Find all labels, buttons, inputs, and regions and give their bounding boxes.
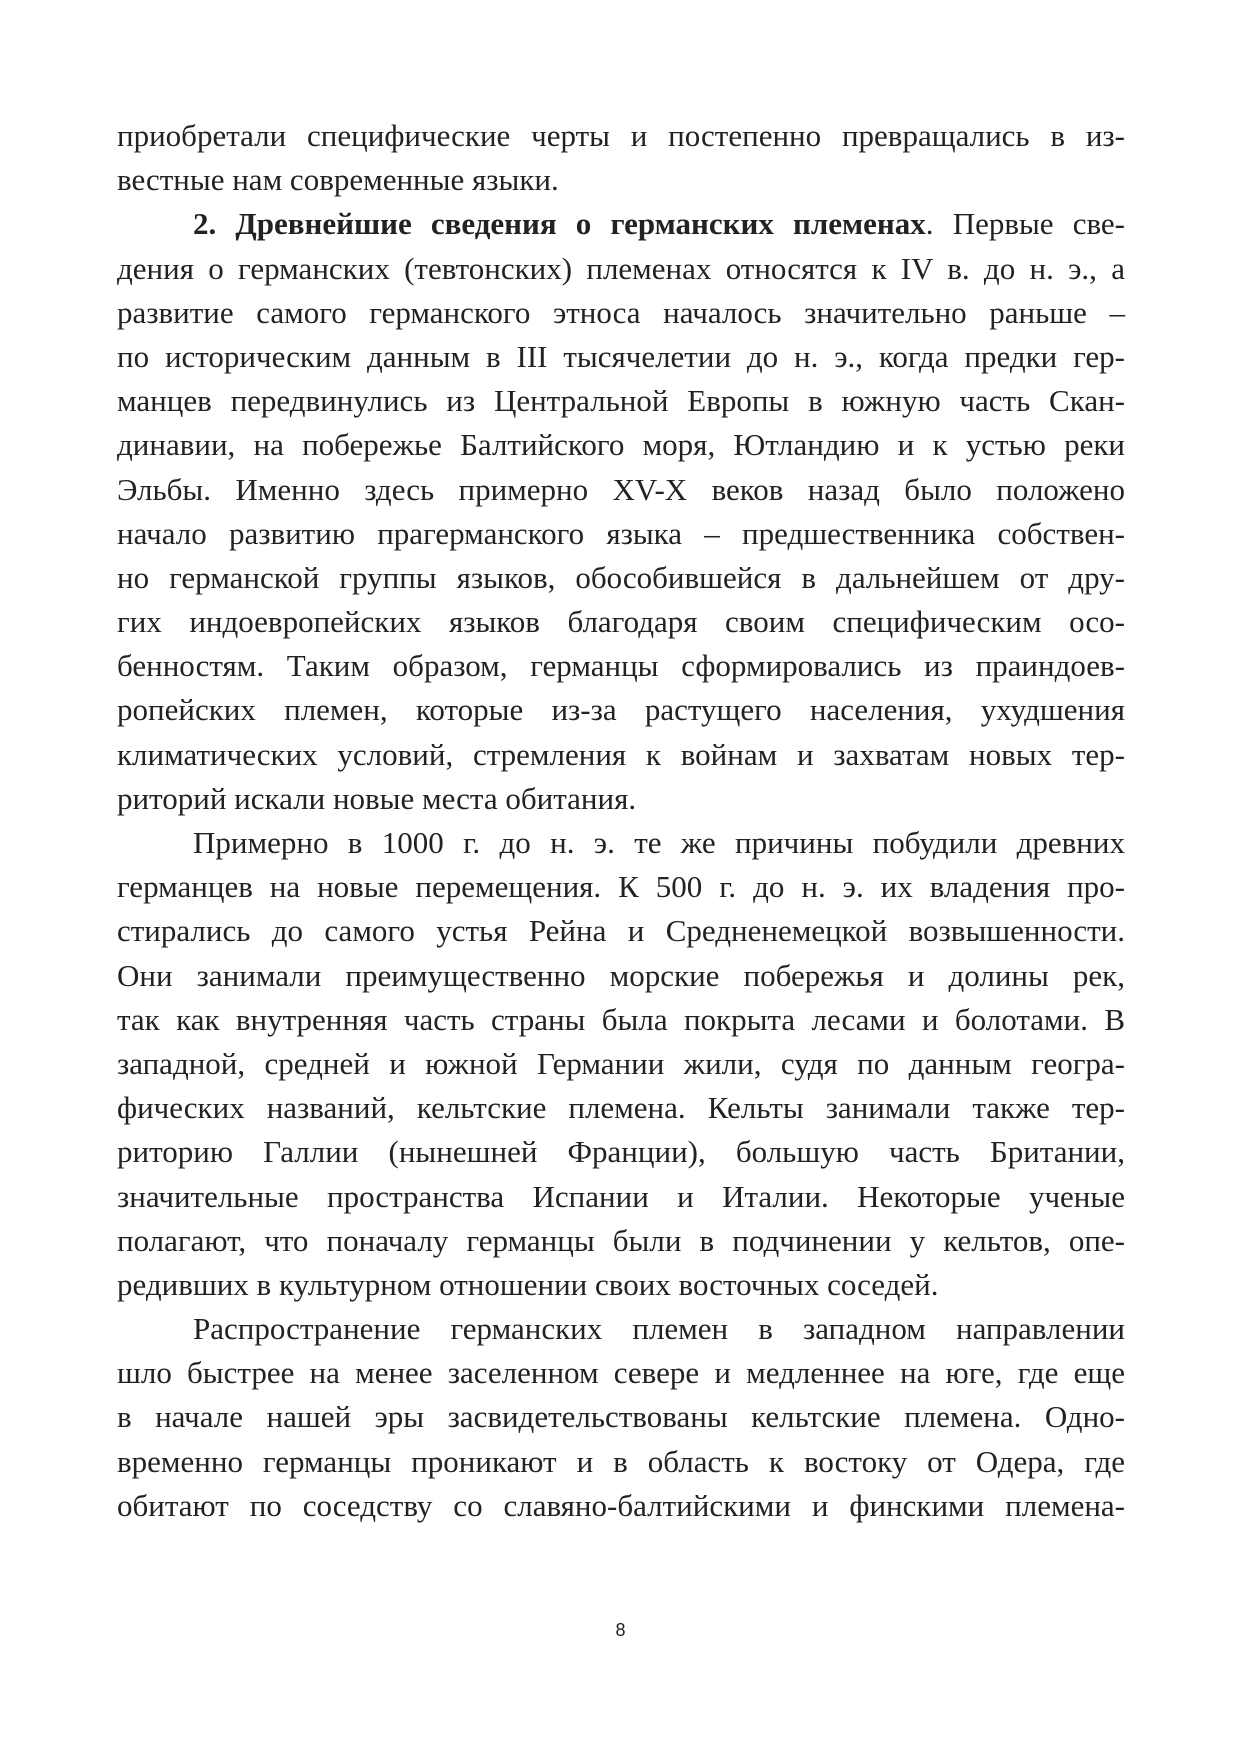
text-line: Они занимали преимущественно морские побережья и долины рек, <box>117 957 1125 993</box>
paragraph <box>117 821 1125 1307</box>
text-line: ропейских племен, которые из-за растущего населения, ухудшения <box>117 692 1125 728</box>
text-line: полагают, что поначалу германцы были в подчинении у кельтов, опе- <box>117 1222 1125 1258</box>
text-line: начало развитию прагерманского языка – предшественника собствен- <box>117 515 1125 551</box>
text-line: Примерно в 1000 г. до н. э. те же причины побудили древних <box>193 825 1125 860</box>
text-line: обитают по соседству со славяно-балтийскими и финскими племена- <box>117 1487 1125 1523</box>
text-fragment: . Первые све- <box>925 206 1126 242</box>
paragraph <box>117 202 1125 821</box>
text-line: динавии, на побережье Балтийского моря, Ютландию и к устью реки <box>117 427 1125 463</box>
text-line: но германской группы языков, обособившейся в дальнейшем от дру- <box>117 559 1125 595</box>
paragraph <box>117 1307 1125 1528</box>
text-line: бенностям. Таким образом, германцы сформировались из праиндоев- <box>117 648 1125 684</box>
text-line: риторий искали новые места обитания. <box>117 780 637 816</box>
text-line: Распространение германских племен в западном направлении <box>193 1311 1125 1347</box>
paragraph <box>117 114 1125 202</box>
text-line: дения о германских (тевтонских) племенах относятся к IV в. до н. э., а <box>117 250 1125 286</box>
text-line: значительные пространства Испании и Италии. Некоторые ученые <box>117 1178 1125 1214</box>
text-line: временно германцы проникают и в область к востоку от Одера, где <box>117 1443 1125 1479</box>
text-line: так как внутренняя часть страны была покрыта лесами и болотами. В <box>117 1001 1125 1037</box>
text-line: фических названий, кельтские племена. Кельты занимали также тер- <box>117 1090 1125 1126</box>
page-number: 8 <box>615 1620 626 1640</box>
text-line: западной, средней и южной Германии жили, судя по данным геогра- <box>117 1045 1125 1081</box>
text-line: Эльбы. Именно здесь примерно XV-X веков назад было положено <box>117 471 1125 507</box>
text-line: редивших в культурном отношении своих восточных соседей. <box>117 1266 939 1302</box>
text-line: германцев на новые перемещения. К 500 г. до н. э. их владения про- <box>117 869 1125 905</box>
text-line: риторию Галлии (нынешней Франции), большую часть Британии, <box>117 1134 1125 1170</box>
section-heading: 2. Древнейшие сведения о германских племенах <box>193 206 926 242</box>
text-line: приобретали специфические черты и постепенно превращались в из- <box>117 118 1125 153</box>
document-page <box>117 114 1125 1528</box>
text-line: климатических условий, стремления к войнам и захватам новых тер- <box>117 736 1125 772</box>
text-line: развитие самого германского этноса началось значительно раньше – <box>117 294 1125 330</box>
text-line: гих индоевропейских языков благодаря своим специфическим осо- <box>117 604 1125 640</box>
text-line: шло быстрее на менее заселенном севере и медленнее на юге, где еще <box>117 1355 1125 1391</box>
text-line <box>117 202 1125 246</box>
text-line: манцев передвинулись из Центральной Европы в южную часть Скан- <box>117 383 1125 419</box>
text-line: стирались до самого устья Рейна и Средненемецкой возвышенности. <box>117 913 1125 949</box>
text-line: в начале нашей эры засвидетельствованы кельтские племена. Одно- <box>117 1399 1125 1435</box>
text-line: по историческим данным в III тысячелетии до н. э., когда предки гер- <box>117 338 1125 374</box>
text-line: вестные нам современные языки. <box>117 162 559 198</box>
